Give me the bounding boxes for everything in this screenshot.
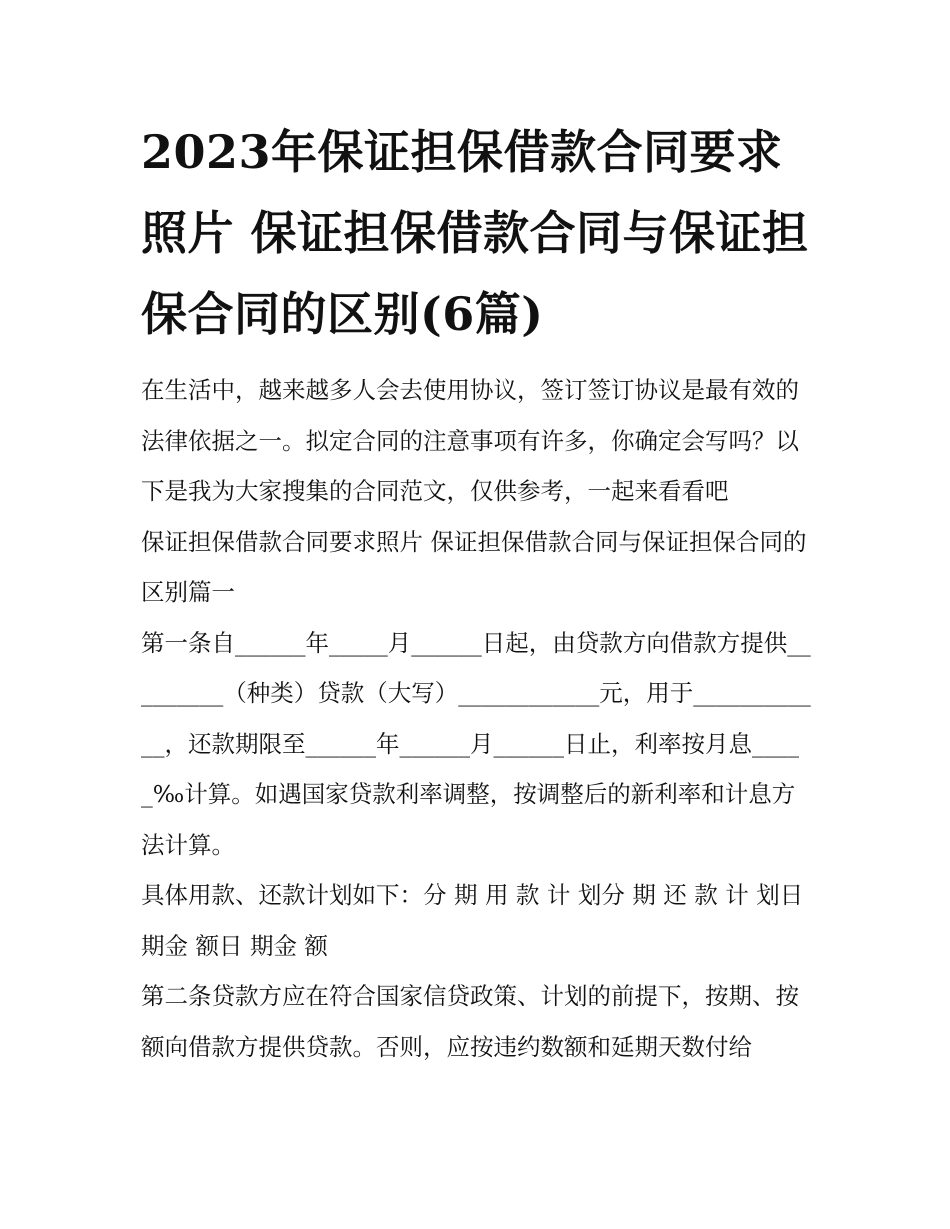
document-page [141,112,813,1072]
article-one-paragraph: 第一条自______年_____月______日起，由贷款方向借款方提供_________（种类）贷款（大写）____________元，用于____________，还款期限至______年______月______日止，利率按月息_____‰计算。如遇国家贷款利率调整，按调整后的新利率和计息方法计算。 [141,628,811,859]
document-title: 2023年保证担保借款合同要求照片 保证担保借款合同与保证担保合同的区别(6篇) [141,125,809,341]
article-two-paragraph: 第二条贷款方应在符合国家信贷政策、计划的前提下，按期、按额向借款方提供贷款。否则，应按违约数额和延期天数付给 [141,982,799,1061]
section-heading: 保证担保借款合同要求照片 保证担保借款合同与保证担保合同的区别篇一 [141,527,807,606]
repayment-plan-paragraph: 具体用款、还款计划如下：分 期 用 款 计 划分 期 还 款 计 划日 期金 额日 期金 额 [141,881,804,960]
document-body [141,365,813,1072]
intro-paragraph: 在生活中，越来越多人会去使用协议，签订签订协议是最有效的法律依据之一。拟定合同的注意事项有许多，你确定会写吗？以下是我为大家搜集的合同范文，仅供参考，一起来看看吧 [141,376,799,505]
